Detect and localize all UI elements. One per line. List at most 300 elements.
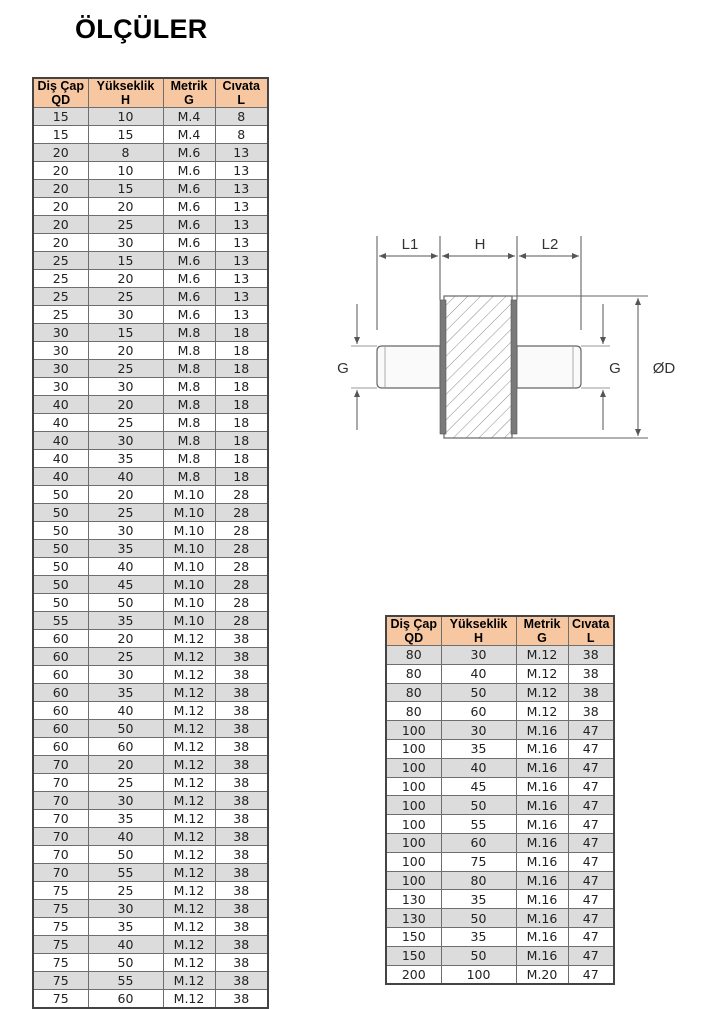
cell-l: 47 — [568, 739, 614, 758]
cell-g: M.12 — [163, 756, 215, 774]
cell-qd: 20 — [33, 216, 88, 234]
cell-qd: 100 — [386, 721, 441, 740]
cell-g: M.6 — [163, 306, 215, 324]
table-row — [33, 594, 268, 612]
cell-l: 38 — [215, 648, 268, 666]
cell-qd: 70 — [33, 846, 88, 864]
cell-qd: 60 — [33, 702, 88, 720]
cell-l: 18 — [215, 396, 268, 414]
header-qd — [386, 616, 441, 646]
table-row — [33, 360, 268, 378]
cell-qd: 50 — [33, 558, 88, 576]
cell-h: 20 — [88, 630, 163, 648]
cell-qd: 100 — [386, 758, 441, 777]
bolt-left — [377, 346, 440, 388]
cell-h: 35 — [88, 450, 163, 468]
cell-h: 40 — [88, 828, 163, 846]
cell-g: M.12 — [516, 702, 568, 721]
cell-h: 60 — [88, 738, 163, 756]
cell-h: 55 — [88, 972, 163, 990]
cell-g: M.6 — [163, 198, 215, 216]
cell-h: 20 — [88, 756, 163, 774]
cell-h: 55 — [88, 864, 163, 882]
header-l-sub: L — [237, 93, 246, 107]
cell-l: 47 — [568, 890, 614, 909]
header-qd-sub: QD — [404, 631, 424, 645]
cell-qd: 40 — [33, 396, 88, 414]
table-row — [33, 810, 268, 828]
table-row — [33, 576, 268, 594]
dimension-l2 — [519, 236, 581, 330]
cell-h: 35 — [88, 612, 163, 630]
header-qd-label: Diş Çap — [390, 617, 438, 631]
table-row — [33, 720, 268, 738]
table-row — [386, 890, 614, 909]
cell-g: M.12 — [163, 972, 215, 990]
cell-qd: 80 — [386, 683, 441, 702]
cell-h: 100 — [441, 965, 516, 984]
cell-l: 38 — [215, 972, 268, 990]
cell-l: 18 — [215, 342, 268, 360]
cell-h: 55 — [441, 815, 516, 834]
table-row — [386, 664, 614, 683]
cell-h: 25 — [88, 216, 163, 234]
cell-g: M.12 — [516, 646, 568, 665]
cell-g: M.12 — [163, 648, 215, 666]
cell-qd: 15 — [33, 108, 88, 126]
cell-qd: 30 — [33, 360, 88, 378]
header-g-sub: G — [537, 631, 547, 645]
cell-qd: 75 — [33, 918, 88, 936]
cell-qd: 25 — [33, 306, 88, 324]
cell-g: M.12 — [163, 846, 215, 864]
table-row — [33, 216, 268, 234]
cell-h: 30 — [441, 721, 516, 740]
cell-qd: 40 — [33, 432, 88, 450]
cell-h: 8 — [88, 144, 163, 162]
cell-qd: 70 — [33, 792, 88, 810]
table-row — [33, 846, 268, 864]
table-row — [33, 504, 268, 522]
cell-h: 30 — [88, 234, 163, 252]
label-g-right: G — [609, 360, 621, 377]
cell-l: 13 — [215, 252, 268, 270]
cell-l: 38 — [215, 666, 268, 684]
cell-qd: 100 — [386, 815, 441, 834]
cell-l: 38 — [215, 954, 268, 972]
cell-h: 45 — [88, 576, 163, 594]
cell-l: 13 — [215, 180, 268, 198]
header-qd-sub: QD — [51, 93, 71, 107]
cell-h: 25 — [88, 774, 163, 792]
cell-l: 28 — [215, 504, 268, 522]
header-h — [441, 616, 516, 646]
cell-h: 15 — [88, 252, 163, 270]
cell-l: 47 — [568, 852, 614, 871]
cell-g: M.12 — [163, 702, 215, 720]
cell-qd: 100 — [386, 739, 441, 758]
cell-l: 18 — [215, 432, 268, 450]
table-row — [33, 972, 268, 990]
dimension-g-right — [581, 304, 621, 430]
cell-l: 38 — [215, 774, 268, 792]
cell-h: 25 — [88, 414, 163, 432]
cell-l: 47 — [568, 965, 614, 984]
table-row — [33, 702, 268, 720]
cell-g: M.12 — [163, 864, 215, 882]
table-row — [33, 306, 268, 324]
cell-qd: 50 — [33, 594, 88, 612]
header-g — [163, 78, 215, 108]
cell-l: 13 — [215, 162, 268, 180]
cell-h: 30 — [88, 432, 163, 450]
cell-g: M.12 — [163, 684, 215, 702]
label-l2: L2 — [541, 236, 559, 253]
cell-h: 25 — [88, 882, 163, 900]
table-row — [33, 648, 268, 666]
cell-g: M.12 — [516, 664, 568, 683]
cell-qd: 100 — [386, 852, 441, 871]
cell-g: M.8 — [163, 342, 215, 360]
table-row — [386, 946, 614, 965]
table-row — [386, 965, 614, 984]
cell-h: 50 — [441, 683, 516, 702]
cell-g: M.16 — [516, 721, 568, 740]
cell-h: 35 — [88, 540, 163, 558]
cell-h: 20 — [88, 342, 163, 360]
cell-l: 47 — [568, 777, 614, 796]
cell-qd: 60 — [33, 666, 88, 684]
cell-qd: 60 — [33, 738, 88, 756]
cell-g: M.6 — [163, 216, 215, 234]
dimensions-table-right — [385, 615, 615, 985]
table-body — [386, 646, 614, 985]
cell-l: 38 — [215, 720, 268, 738]
table-row — [33, 432, 268, 450]
cell-l: 38 — [215, 756, 268, 774]
table-row — [33, 324, 268, 342]
cell-g: M.8 — [163, 324, 215, 342]
cell-g: M.12 — [163, 630, 215, 648]
cell-g: M.12 — [163, 900, 215, 918]
cell-l: 8 — [215, 108, 268, 126]
cell-h: 40 — [88, 936, 163, 954]
cell-h: 25 — [88, 360, 163, 378]
cell-l: 18 — [215, 414, 268, 432]
table-row — [33, 252, 268, 270]
table-row — [33, 990, 268, 1009]
dimension-od — [635, 298, 675, 436]
cell-qd: 60 — [33, 648, 88, 666]
cell-g: M.10 — [163, 558, 215, 576]
cell-h: 30 — [88, 522, 163, 540]
cell-qd: 40 — [33, 414, 88, 432]
cell-g: M.10 — [163, 522, 215, 540]
cell-g: M.10 — [163, 612, 215, 630]
cell-h: 75 — [441, 852, 516, 871]
cell-g: M.16 — [516, 946, 568, 965]
cell-l: 38 — [215, 702, 268, 720]
cell-qd: 60 — [33, 720, 88, 738]
cell-h: 20 — [88, 396, 163, 414]
cell-l: 38 — [568, 702, 614, 721]
cell-l: 38 — [215, 918, 268, 936]
cell-h: 35 — [441, 927, 516, 946]
table-row — [33, 198, 268, 216]
cell-l: 28 — [215, 576, 268, 594]
cell-qd: 100 — [386, 871, 441, 890]
cell-g: M.6 — [163, 162, 215, 180]
cell-l: 38 — [568, 683, 614, 702]
cell-qd: 200 — [386, 965, 441, 984]
cell-l: 47 — [568, 927, 614, 946]
table-row — [33, 630, 268, 648]
cell-g: M.6 — [163, 288, 215, 306]
table-row — [33, 234, 268, 252]
cell-l: 38 — [215, 630, 268, 648]
cell-h: 15 — [88, 126, 163, 144]
cell-qd: 20 — [33, 144, 88, 162]
label-l1: L1 — [401, 236, 419, 253]
cell-l: 18 — [215, 378, 268, 396]
dimension-l1 — [377, 236, 440, 330]
table-row — [33, 396, 268, 414]
table-body — [33, 108, 268, 1009]
cell-h: 60 — [441, 833, 516, 852]
cell-g: M.16 — [516, 815, 568, 834]
cell-h: 35 — [441, 890, 516, 909]
cell-g: M.4 — [163, 126, 215, 144]
table-row — [386, 852, 614, 871]
cell-g: M.8 — [163, 396, 215, 414]
cell-l: 13 — [215, 216, 268, 234]
table-row — [386, 739, 614, 758]
cell-qd: 80 — [386, 664, 441, 683]
cell-h: 60 — [441, 702, 516, 721]
table-row — [386, 815, 614, 834]
header-l — [568, 616, 614, 646]
cell-qd: 25 — [33, 288, 88, 306]
cell-g: M.12 — [163, 918, 215, 936]
table-row — [33, 558, 268, 576]
table-row — [33, 378, 268, 396]
table-row — [33, 918, 268, 936]
cell-h: 20 — [88, 486, 163, 504]
table-row — [33, 342, 268, 360]
cell-l: 38 — [215, 936, 268, 954]
table-row — [33, 882, 268, 900]
table-header — [386, 616, 614, 646]
cell-h: 50 — [88, 846, 163, 864]
cell-l: 47 — [568, 833, 614, 852]
cell-h: 45 — [441, 777, 516, 796]
table-row — [33, 108, 268, 126]
cell-qd: 150 — [386, 927, 441, 946]
cell-qd: 75 — [33, 900, 88, 918]
table-row — [33, 450, 268, 468]
cell-qd: 50 — [33, 504, 88, 522]
cell-qd: 80 — [386, 702, 441, 721]
cell-l: 18 — [215, 450, 268, 468]
table-row — [33, 900, 268, 918]
table-row — [386, 721, 614, 740]
table-row — [33, 144, 268, 162]
cell-l: 38 — [215, 828, 268, 846]
table-row — [33, 792, 268, 810]
cell-l: 18 — [215, 468, 268, 486]
cell-qd: 40 — [33, 450, 88, 468]
cell-h: 20 — [88, 198, 163, 216]
cell-g: M.6 — [163, 270, 215, 288]
cell-h: 50 — [441, 909, 516, 928]
cell-g: M.16 — [516, 927, 568, 946]
cell-h: 40 — [441, 758, 516, 777]
cell-l: 47 — [568, 758, 614, 777]
header-h-label: Yükseklik — [96, 79, 155, 93]
cell-l: 47 — [568, 721, 614, 740]
cell-qd: 30 — [33, 324, 88, 342]
cell-l: 13 — [215, 306, 268, 324]
header-g-label: Metrik — [170, 79, 208, 93]
header-qd — [33, 78, 88, 108]
cell-g: M.12 — [163, 666, 215, 684]
cell-g: M.12 — [163, 792, 215, 810]
cell-qd: 50 — [33, 522, 88, 540]
cell-h: 30 — [88, 666, 163, 684]
label-od: ØD — [652, 360, 676, 377]
table-row — [33, 954, 268, 972]
cell-l: 47 — [568, 796, 614, 815]
cell-h: 50 — [441, 946, 516, 965]
cell-g: M.12 — [163, 738, 215, 756]
cell-l: 13 — [215, 270, 268, 288]
header-g-sub: G — [184, 93, 194, 107]
cell-g: M.10 — [163, 504, 215, 522]
cell-g: M.12 — [163, 810, 215, 828]
cell-qd: 15 — [33, 126, 88, 144]
header-qd-label: Diş Çap — [37, 79, 85, 93]
cell-g: M.6 — [163, 252, 215, 270]
cell-qd: 75 — [33, 954, 88, 972]
cell-qd: 60 — [33, 630, 88, 648]
cell-l: 13 — [215, 288, 268, 306]
cell-l: 13 — [215, 234, 268, 252]
cell-qd: 70 — [33, 828, 88, 846]
cell-l: 47 — [568, 815, 614, 834]
cell-g: M.8 — [163, 414, 215, 432]
cell-h: 40 — [88, 558, 163, 576]
cell-g: M.20 — [516, 965, 568, 984]
cell-l: 38 — [215, 990, 268, 1009]
table-row — [33, 126, 268, 144]
cell-h: 40 — [88, 468, 163, 486]
cell-l: 38 — [215, 882, 268, 900]
dimension-g-left — [337, 304, 377, 430]
table-row — [33, 684, 268, 702]
header-h — [88, 78, 163, 108]
cell-l: 28 — [215, 558, 268, 576]
cell-h: 50 — [88, 720, 163, 738]
cell-l: 28 — [215, 594, 268, 612]
cell-qd: 25 — [33, 270, 88, 288]
table-row — [33, 612, 268, 630]
cell-g: M.10 — [163, 540, 215, 558]
cell-qd: 30 — [33, 342, 88, 360]
cell-h: 15 — [88, 180, 163, 198]
cell-g: M.4 — [163, 108, 215, 126]
header-h-sub: H — [473, 631, 484, 645]
cell-qd: 20 — [33, 234, 88, 252]
table-header — [33, 78, 268, 108]
table-row — [386, 909, 614, 928]
cell-h: 60 — [88, 990, 163, 1009]
cell-g: M.16 — [516, 909, 568, 928]
cell-l: 18 — [215, 360, 268, 378]
cell-h: 35 — [441, 739, 516, 758]
header-l-label: Cıvata — [571, 617, 610, 631]
table-row — [33, 288, 268, 306]
cell-h: 30 — [88, 378, 163, 396]
cell-g: M.8 — [163, 360, 215, 378]
cell-g: M.16 — [516, 777, 568, 796]
table-row — [33, 774, 268, 792]
cell-g: M.12 — [163, 774, 215, 792]
page-title: ÖLÇÜLER — [75, 14, 208, 44]
cell-g: M.16 — [516, 739, 568, 758]
cell-h: 50 — [88, 954, 163, 972]
cell-l: 8 — [215, 126, 268, 144]
cell-l: 13 — [215, 198, 268, 216]
table-row — [33, 864, 268, 882]
cell-h: 50 — [88, 594, 163, 612]
cell-g: M.12 — [163, 882, 215, 900]
dimension-h — [442, 236, 517, 300]
table-row — [33, 936, 268, 954]
mount-technical-drawing — [330, 228, 682, 446]
table-row — [33, 162, 268, 180]
cell-g: M.16 — [516, 758, 568, 777]
cell-h: 40 — [441, 664, 516, 683]
table-row — [386, 777, 614, 796]
cell-g: M.10 — [163, 594, 215, 612]
cell-l: 28 — [215, 522, 268, 540]
cell-qd: 130 — [386, 890, 441, 909]
cell-qd: 75 — [33, 882, 88, 900]
cell-g: M.12 — [163, 936, 215, 954]
cell-qd: 100 — [386, 777, 441, 796]
cell-qd: 25 — [33, 252, 88, 270]
table-row — [386, 758, 614, 777]
cell-h: 35 — [88, 684, 163, 702]
cell-g: M.6 — [163, 144, 215, 162]
cell-qd: 70 — [33, 810, 88, 828]
cell-qd: 75 — [33, 936, 88, 954]
cell-l: 28 — [215, 486, 268, 504]
header-l — [215, 78, 268, 108]
dimensions-table-left — [32, 77, 269, 1009]
cell-qd: 55 — [33, 612, 88, 630]
label-h: H — [474, 236, 486, 253]
cell-qd: 20 — [33, 162, 88, 180]
cell-l: 38 — [215, 792, 268, 810]
cell-l: 13 — [215, 144, 268, 162]
cell-h: 15 — [88, 324, 163, 342]
cell-qd: 100 — [386, 796, 441, 815]
header-l-sub: L — [586, 631, 595, 645]
cell-qd: 70 — [33, 774, 88, 792]
cell-g: M.8 — [163, 432, 215, 450]
cell-g: M.10 — [163, 576, 215, 594]
